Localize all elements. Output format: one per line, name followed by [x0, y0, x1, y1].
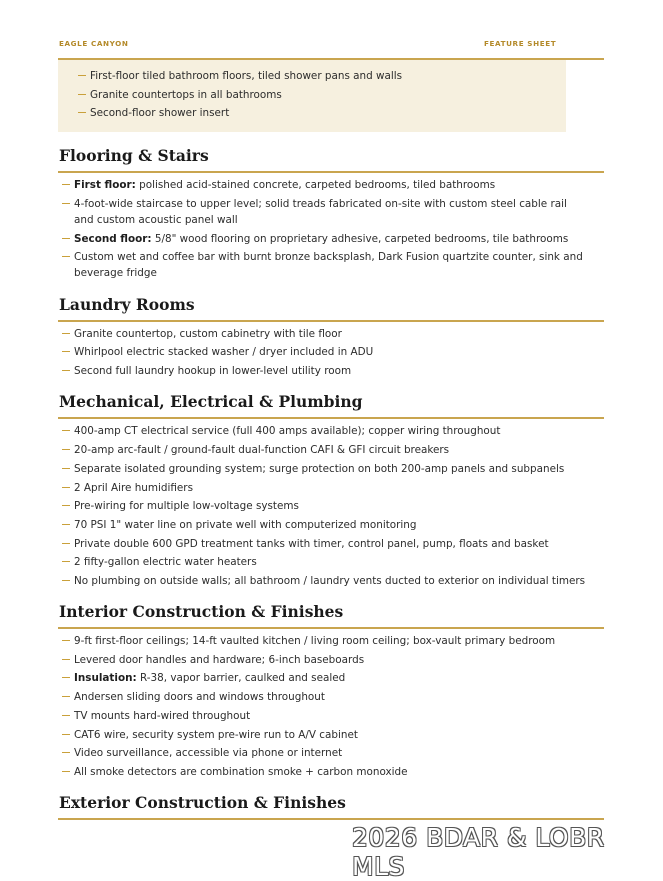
dash-bullet-icon	[62, 543, 70, 544]
list-item: First floor: polished acid-stained concrete, carpeted bedrooms, tiled bathrooms	[62, 177, 495, 193]
list-item: 4-foot-wide staircase to upper level; solid treads fabricated on-site with custom steel cable rail	[62, 196, 567, 212]
dash-bullet-icon	[62, 203, 70, 204]
dash-bullet-icon	[78, 94, 86, 95]
section-divider	[58, 818, 604, 820]
dash-bullet-icon	[62, 696, 70, 697]
list-item: Separate isolated grounding system; surge protection on both 200-amp panels and subpanels	[62, 461, 564, 477]
list-item: All smoke detectors are combination smoke + carbon monoxide	[62, 764, 408, 780]
dash-bullet-icon	[62, 430, 70, 431]
dash-bullet-icon	[62, 333, 70, 334]
dash-bullet-icon	[62, 370, 70, 371]
list-item: Custom wet and coffee bar with burnt bronze backsplash, Dark Fusion quartzite counter, sink and	[62, 249, 583, 265]
dash-bullet-icon	[62, 734, 70, 735]
dash-bullet-icon	[62, 184, 70, 185]
section-title-flooring: Flooring & Stairs	[59, 146, 209, 165]
dash-bullet-icon	[62, 505, 70, 506]
list-item: Insulation: R-38, vapor barrier, caulked and sealed	[62, 670, 345, 686]
dash-bullet-icon	[62, 351, 70, 352]
dash-bullet-icon	[62, 580, 70, 581]
section-title-laundry: Laundry Rooms	[59, 295, 195, 314]
dash-bullet-icon	[62, 256, 70, 257]
list-item: Video surveillance, accessible via phone or internet	[62, 745, 342, 761]
list-item: 20-amp arc-fault / ground-fault dual-function CAFI & GFI circuit breakers	[62, 442, 449, 458]
list-item: Second full laundry hookup in lower-level utility room	[62, 363, 351, 379]
section-divider	[58, 417, 604, 419]
dash-bullet-icon	[62, 487, 70, 488]
section-divider	[58, 627, 604, 629]
dash-bullet-icon	[62, 640, 70, 641]
dash-bullet-icon	[62, 677, 70, 678]
dash-bullet-icon	[62, 715, 70, 716]
list-item-continuation: beverage fridge	[74, 267, 157, 279]
dash-bullet-icon	[62, 238, 70, 239]
dash-bullet-icon	[62, 449, 70, 450]
header-brand: EAGLE CANYON	[59, 39, 129, 48]
list-item: Pre-wiring for multiple low-voltage systems	[62, 498, 299, 514]
dash-bullet-icon	[78, 112, 86, 113]
list-item: 400-amp CT electrical service (full 400 amps available); copper wiring throughout	[62, 423, 500, 439]
list-item: Second floor: 5/8" wood flooring on proprietary adhesive, carpeted bedrooms, tile bathrooms	[62, 231, 568, 247]
header-doc-type: FEATURE SHEET	[484, 39, 557, 48]
list-item: Whirlpool electric stacked washer / dryer included in ADU	[62, 344, 373, 360]
list-item: CAT6 wire, security system pre-wire run to A/V cabinet	[62, 727, 358, 743]
list-item: Private double 600 GPD treatment tanks with timer, control panel, pump, floats and basket	[62, 536, 549, 552]
section-title-mechanical: Mechanical, Electrical & Plumbing	[59, 392, 363, 411]
list-item: 2 fifty-gallon electric water heaters	[62, 554, 257, 570]
list-item: Granite countertops in all bathrooms	[78, 87, 282, 103]
list-item: 2 April Aire humidifiers	[62, 480, 193, 496]
list-item: Second-floor shower insert	[78, 105, 229, 121]
list-item: 70 PSI 1" water line on private well with computerized monitoring	[62, 517, 416, 533]
dash-bullet-icon	[62, 561, 70, 562]
list-item: Granite countertop, custom cabinetry with tile floor	[62, 326, 342, 342]
dash-bullet-icon	[62, 752, 70, 753]
list-item: TV mounts hard-wired throughout	[62, 708, 250, 724]
list-item: 9-ft first-floor ceilings; 14-ft vaulted kitchen / living room ceiling; box-vault primary bedroom	[62, 633, 555, 649]
dash-bullet-icon	[62, 468, 70, 469]
dash-bullet-icon	[62, 524, 70, 525]
section-divider	[58, 171, 604, 173]
list-item: Andersen sliding doors and windows throughout	[62, 689, 325, 705]
dash-bullet-icon	[62, 659, 70, 660]
dash-bullet-icon	[62, 771, 70, 772]
section-title-interior: Interior Construction & Finishes	[59, 602, 344, 621]
list-item-continuation: and custom acoustic panel wall	[74, 214, 238, 226]
list-item: No plumbing on outside walls; all bathroom / laundry vents ducted to exterior on individual timers	[62, 573, 585, 589]
mls-watermark: 2026 BDAR & LOBR MLS	[352, 823, 605, 881]
section-divider	[58, 320, 604, 322]
section-title-exterior: Exterior Construction & Finishes	[59, 793, 346, 812]
list-item: First-floor tiled bathroom floors, tiled shower pans and walls	[78, 68, 402, 84]
list-item: Levered door handles and hardware; 6-inch baseboards	[62, 652, 364, 668]
dash-bullet-icon	[78, 75, 86, 76]
